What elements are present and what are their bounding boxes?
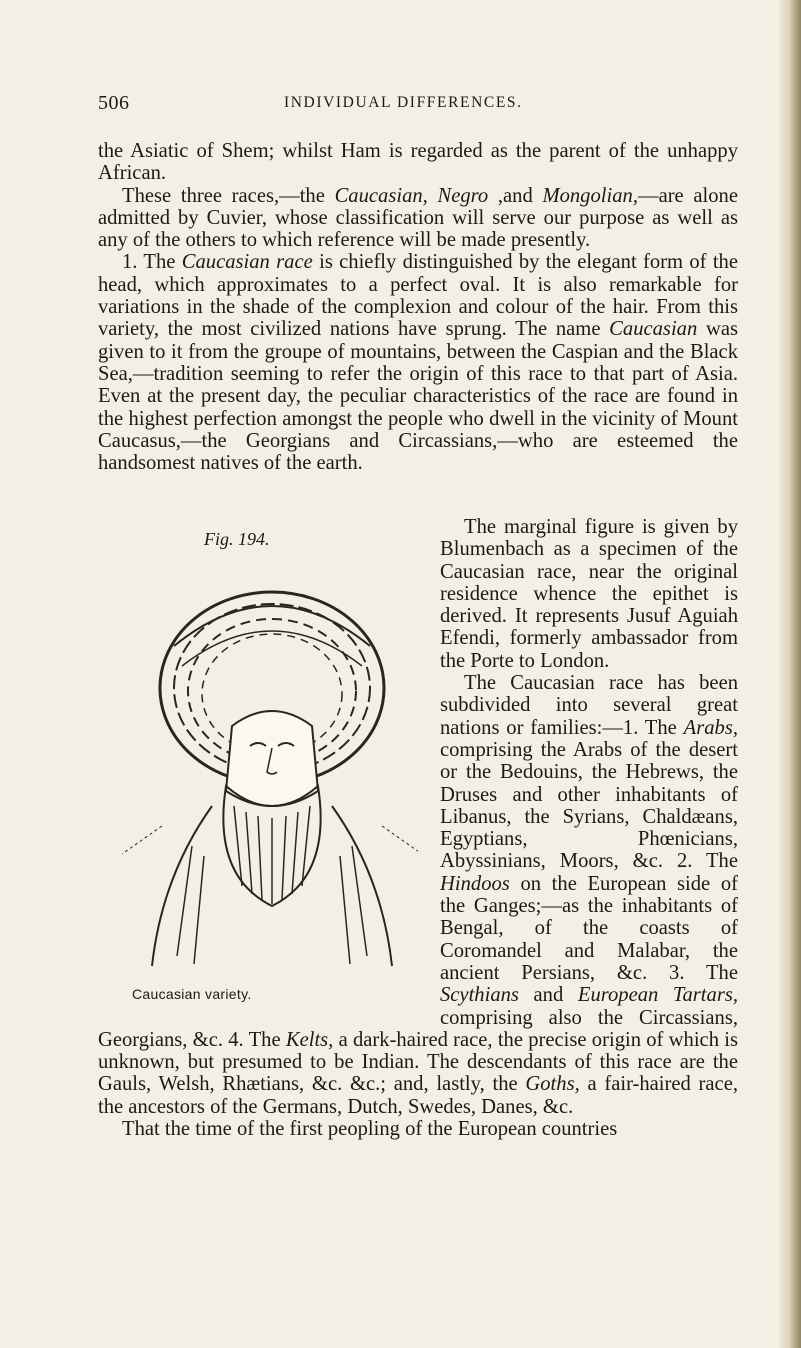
- figure-label: Fig. 194.: [204, 529, 270, 549]
- text-block-with-figure: [98, 516, 738, 1140]
- paragraph-marginal-figure: The marginal figure is given by Blumenbach as a specimen of the Caucasian race, near the original residence whence the epithet is derived. It represents Jusuf Aguiah Efendi, formerly ambassador from the Porte to London.: [440, 516, 738, 672]
- page-number: 506: [98, 92, 130, 114]
- portrait-engraving: [122, 576, 418, 976]
- paragraph-subdivisions: The Caucasian race has been subdivided into several great nations or families:—1. The Arabs, comprising the Arabs of the desert or the Bedouins, the Hebrews, the Druses and other inhabitants of Libanus, the Syrians, Chaldæans, Egyptians, Phœnicians, Abyssinians, Moors, &c. 2. The Hindoos on the European side of the Ganges;—as the inhabitants of Bengal, of the coasts of Coromandel and Malabar, the ancient Persians, &c. 3. The Scythians and European Tartars, comprising also the Circassians, Georgians, &c. 4. The Kelts, a dark-haired race, the precise origin of which is unknown, but presumed to be Indian. The descendants of this race are the Gauls, Welsh, Rhætians, &c. &c.; and, lastly, the Goths, a fair-haired race, the ancestors of the Germans, Dutch, Swedes, Danes, &c.: [98, 672, 738, 1118]
- page-header: [98, 92, 738, 118]
- paragraph-peopling: That the time of the first peopling of the European countries: [122, 1118, 618, 1141]
- text-block-top: [98, 140, 738, 474]
- paragraph-caucasian-race: 1. The Caucasian race is chiefly distinguished by the elegant form of the head, which approximates to a perfect oval. It is also remarkable for variations in the shade of the complexion and colour of the hair. From this variety, the most civilized nations have sprung. The name Caucasian was given to it from the groupe of mountains, between the Caspian and the Black Sea,—tradition seeming to refer the origin of this race to that part of Asia. Even at the present day, the peculiar characteristics of the race are found in the highest perfection amongst the people who dwell in the vicinity of Mount Caucasus,—the Georgians and Circassians,—who are esteemed the handsomest natives of the earth.: [98, 251, 738, 475]
- figure-caption: Caucasian variety.: [132, 986, 252, 1002]
- figure-194: [98, 516, 426, 1010]
- running-head: INDIVIDUAL DIFFERENCES.: [284, 94, 523, 111]
- page-edge-shadow: [779, 0, 801, 1348]
- paragraph-three-races: These three races,—the Caucasian, Negro ,and Mongolian,—are alone admitted by Cuvier, whose classification will serve our purpose as well as any of the others to which reference will be made presently.: [98, 184, 738, 252]
- paragraph-continuation: the Asiatic of Shem; whilst Ham is regarded as the parent of the unhappy African.: [98, 140, 738, 185]
